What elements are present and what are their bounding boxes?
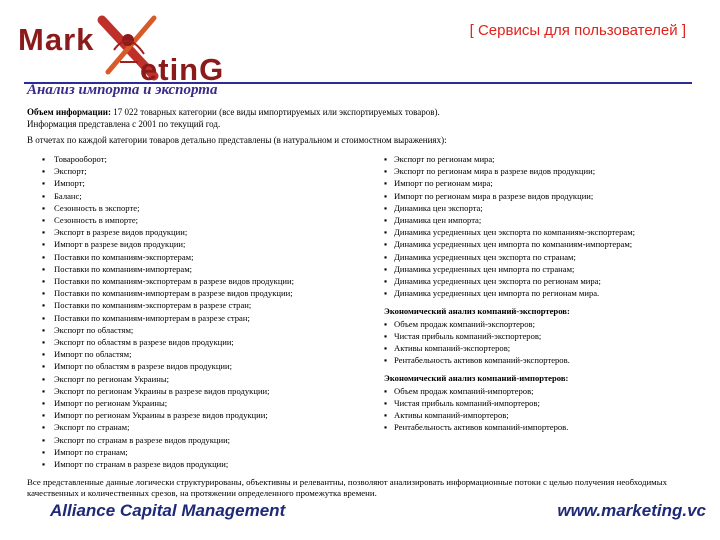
bullet-icon: ▪ xyxy=(42,459,46,470)
bullet-icon: ▪ xyxy=(384,276,388,287)
bullet-icon: ▪ xyxy=(42,190,46,201)
bullet-icon: ▪ xyxy=(384,343,388,354)
bullet-icon: ▪ xyxy=(42,312,46,323)
report-item-label: Динамика усредненных цен импорта по странам; xyxy=(394,263,575,274)
report-item-label: Динамика усредненных цен экспорта по компаниям-экспортерам; xyxy=(394,227,636,238)
report-list-right-column xyxy=(384,153,690,433)
report-item xyxy=(42,397,372,409)
bullet-icon: ▪ xyxy=(42,398,46,409)
bullet-icon: ▪ xyxy=(42,263,46,274)
report-item xyxy=(384,214,690,226)
bullet-icon: ▪ xyxy=(42,288,46,299)
info-volume-text: 17 022 товарных категории (все виды импортируемых или экспортируемых товаров). xyxy=(111,107,440,117)
info-volume xyxy=(27,106,440,118)
exporter-metric-item-label: Чистая прибыль компаний-экспортеров; xyxy=(394,330,542,341)
report-item xyxy=(42,360,372,372)
bullet-icon: ▪ xyxy=(42,434,46,445)
report-item xyxy=(42,348,372,360)
bullet-icon: ▪ xyxy=(384,227,388,238)
report-item-label: Экспорт по областям в разрезе видов продукции; xyxy=(54,337,234,348)
report-item-label: Импорт по странам в разрезе видов продукции; xyxy=(54,459,229,470)
report-item xyxy=(42,238,372,250)
report-item xyxy=(42,165,372,177)
bullet-icon: ▪ xyxy=(384,318,388,329)
conclusion-text: Все представленные данные логически структурированы, объективны и релевантны, позволяют анализировать информационные потоки с целью получения необходимых качественных и количественных срезов, на протяжении определенного промежутка времени. xyxy=(27,477,668,498)
importer-metric-item-label: Рентабельность активов компаний-импортеров. xyxy=(394,422,569,433)
bullet-icon: ▪ xyxy=(384,190,388,201)
report-item xyxy=(42,177,372,189)
report-item-label: Экспорт в разрезе видов продукции; xyxy=(54,227,188,238)
footer-website-link[interactable]: www.marketing.vc xyxy=(557,501,706,520)
bullet-icon: ▪ xyxy=(42,300,46,311)
importers-list xyxy=(384,385,690,434)
report-item xyxy=(42,312,372,324)
info-period: Информация представлена с 2001 по текущий год. xyxy=(27,119,221,129)
report-item-label: Экспорт по регионам мира в разрезе видов продукции; xyxy=(394,166,596,177)
report-item xyxy=(42,287,372,299)
exporter-metric-item xyxy=(384,354,690,366)
report-item-label: Экспорт по странам в разрезе видов продукции; xyxy=(54,434,231,445)
bullet-icon: ▪ xyxy=(384,330,388,341)
bullet-icon: ▪ xyxy=(384,288,388,299)
report-item-label: Поставки по компаниям-импортерам в разрезе видов продукции; xyxy=(54,288,293,299)
bullet-icon: ▪ xyxy=(42,215,46,226)
page-title: Анализ импорта и экспорта xyxy=(27,82,218,98)
report-item xyxy=(42,153,372,165)
report-item xyxy=(42,421,372,433)
bullet-icon: ▪ xyxy=(384,397,388,408)
report-item xyxy=(384,275,690,287)
report-item-label: Товарооборот; xyxy=(54,154,107,164)
report-item xyxy=(42,299,372,311)
logo-text-mark: Mark xyxy=(18,22,95,57)
intro-text: В отчетах по каждой категории товаров детально представлены (в натуральном и стоимостном выражениях): xyxy=(27,135,447,145)
exporter-metric-item-label: Объем продаж компаний-экспортеров; xyxy=(394,318,535,329)
report-item xyxy=(42,263,372,275)
report-list-right xyxy=(384,153,690,299)
exporter-metric-item-label: Активы компаний-экспортеров; xyxy=(394,343,511,354)
bullet-icon: ▪ xyxy=(384,154,388,164)
bullet-icon: ▪ xyxy=(42,239,46,250)
report-item-label: Динамика цен экспорта; xyxy=(394,202,483,213)
bullet-icon: ▪ xyxy=(42,178,46,189)
bullet-icon: ▪ xyxy=(42,324,46,335)
report-item-label: Поставки по компаниям-импортерам; xyxy=(54,263,193,274)
bullet-icon: ▪ xyxy=(384,178,388,189)
bullet-icon: ▪ xyxy=(42,154,46,164)
exporter-metric-item xyxy=(384,342,690,354)
footer-company: Alliance Capital Management xyxy=(50,501,286,520)
report-item-label: Экспорт по регионам Украины; xyxy=(54,373,169,384)
bullet-icon: ▪ xyxy=(42,349,46,360)
bullet-icon: ▪ xyxy=(42,446,46,457)
bullet-icon: ▪ xyxy=(42,251,46,262)
report-item-label: Экспорт по регионам мира; xyxy=(394,154,495,164)
importer-metric-item xyxy=(384,397,690,409)
report-item-label: Поставки по компаниям-экспортерам в разрезе стран; xyxy=(54,300,252,311)
report-item-label: Экспорт по странам; xyxy=(54,422,130,433)
bullet-icon: ▪ xyxy=(384,410,388,421)
report-item-label: Сезонность в импорте; xyxy=(54,215,139,226)
report-item xyxy=(42,251,372,263)
bullet-icon: ▪ xyxy=(384,385,388,396)
exporters-heading: Экономический анализ компаний-экспортеров: xyxy=(384,306,570,317)
importer-metric-item xyxy=(384,421,690,433)
bullet-icon: ▪ xyxy=(384,202,388,213)
report-item xyxy=(384,287,690,299)
report-item-label: Импорт по областям; xyxy=(54,349,132,360)
report-list-left xyxy=(42,153,372,470)
report-item-label: Экспорт; xyxy=(54,166,87,177)
report-item-label: Поставки по компаниям-экспортерам в разрезе видов продукции; xyxy=(54,276,295,287)
report-item xyxy=(42,202,372,214)
report-item-label: Динамика цен импорта; xyxy=(394,215,482,226)
report-item-label: Сезонность в экспорте; xyxy=(54,202,140,213)
report-item xyxy=(384,165,690,177)
bullet-icon: ▪ xyxy=(42,361,46,372)
report-item xyxy=(42,434,372,446)
report-item-label: Баланс; xyxy=(54,190,82,201)
exporters-list xyxy=(384,318,690,367)
bullet-icon: ▪ xyxy=(42,337,46,348)
report-item-label: Динамика усредненных цен импорта по компаниям-импортерам; xyxy=(394,239,633,250)
report-item-label: Поставки по компаниям-экспортерам; xyxy=(54,251,194,262)
report-item-label: Импорт по регионам Украины в разрезе видов продукции; xyxy=(54,410,268,421)
importer-metric-item-label: Активы компаний-импортеров; xyxy=(394,410,509,421)
report-item xyxy=(42,385,372,397)
bullet-icon: ▪ xyxy=(384,422,388,433)
report-item xyxy=(42,446,372,458)
bullet-icon: ▪ xyxy=(384,355,388,366)
report-item-label: Импорт по регионам Украины; xyxy=(54,398,168,409)
report-item-label: Импорт по областям в разрезе видов продукции; xyxy=(54,361,233,372)
report-item-label: Импорт в разрезе видов продукции; xyxy=(54,239,186,250)
bullet-icon: ▪ xyxy=(42,410,46,421)
exporter-metric-item xyxy=(384,318,690,330)
bullet-icon: ▪ xyxy=(42,202,46,213)
report-item xyxy=(42,458,372,470)
exporter-metric-item xyxy=(384,330,690,342)
importer-metric-item-label: Объем продаж компаний-импортеров; xyxy=(394,385,534,396)
report-item xyxy=(384,251,690,263)
report-item xyxy=(384,177,690,189)
importers-heading: Экономический анализ компаний-импортеров: xyxy=(384,373,569,384)
bullet-icon: ▪ xyxy=(42,385,46,396)
report-item-label: Экспорт по областям; xyxy=(54,324,134,335)
importer-metric-item xyxy=(384,409,690,421)
report-item xyxy=(42,190,372,202)
bullet-icon: ▪ xyxy=(384,215,388,226)
bullet-icon: ▪ xyxy=(42,166,46,177)
report-item-label: Динамика усредненных цен экспорта по странам; xyxy=(394,251,576,262)
bullet-icon: ▪ xyxy=(42,373,46,384)
report-item xyxy=(42,214,372,226)
report-item-label: Динамика усредненных цен экспорта по регионам мира; xyxy=(394,276,601,287)
marketing-logo xyxy=(12,10,252,87)
report-item-label: Импорт; xyxy=(54,178,85,189)
report-item-label: Динамика усредненных цен импорта по регионам мира. xyxy=(394,288,600,299)
report-item xyxy=(42,336,372,348)
report-item xyxy=(384,226,690,238)
report-item xyxy=(384,190,690,202)
report-item xyxy=(42,373,372,385)
bullet-icon: ▪ xyxy=(42,276,46,287)
importer-metric-item-label: Чистая прибыль компаний-импортеров; xyxy=(394,397,540,408)
exporter-metric-item-label: Рентабельность активов компаний-экспортеров. xyxy=(394,355,570,366)
user-services-link[interactable]: [ Сервисы для пользователей ] xyxy=(469,22,686,39)
report-item xyxy=(384,238,690,250)
report-item xyxy=(384,202,690,214)
report-item xyxy=(42,324,372,336)
info-block xyxy=(27,106,440,130)
logo-text-eting: etinG xyxy=(140,52,225,87)
report-item xyxy=(42,226,372,238)
bullet-icon: ▪ xyxy=(384,239,388,250)
bullet-icon: ▪ xyxy=(42,227,46,238)
report-item xyxy=(42,275,372,287)
bullet-icon: ▪ xyxy=(384,263,388,274)
bullet-icon: ▪ xyxy=(384,166,388,177)
report-item-label: Импорт по странам; xyxy=(54,446,128,457)
report-item xyxy=(42,409,372,421)
report-item-label: Поставки по компаниям-импортерам в разрезе стран; xyxy=(54,312,250,323)
report-item-label: Импорт по регионам мира в разрезе видов продукции; xyxy=(394,190,594,201)
report-item xyxy=(384,153,690,165)
report-item xyxy=(384,263,690,275)
info-volume-label: Объем информации: xyxy=(27,107,111,117)
bullet-icon: ▪ xyxy=(384,251,388,262)
report-item-label: Экспорт по регионам Украины в разрезе видов продукции; xyxy=(54,385,270,396)
report-item-label: Импорт по регионам мира; xyxy=(394,178,493,189)
importer-metric-item xyxy=(384,385,690,397)
bullet-icon: ▪ xyxy=(42,422,46,433)
